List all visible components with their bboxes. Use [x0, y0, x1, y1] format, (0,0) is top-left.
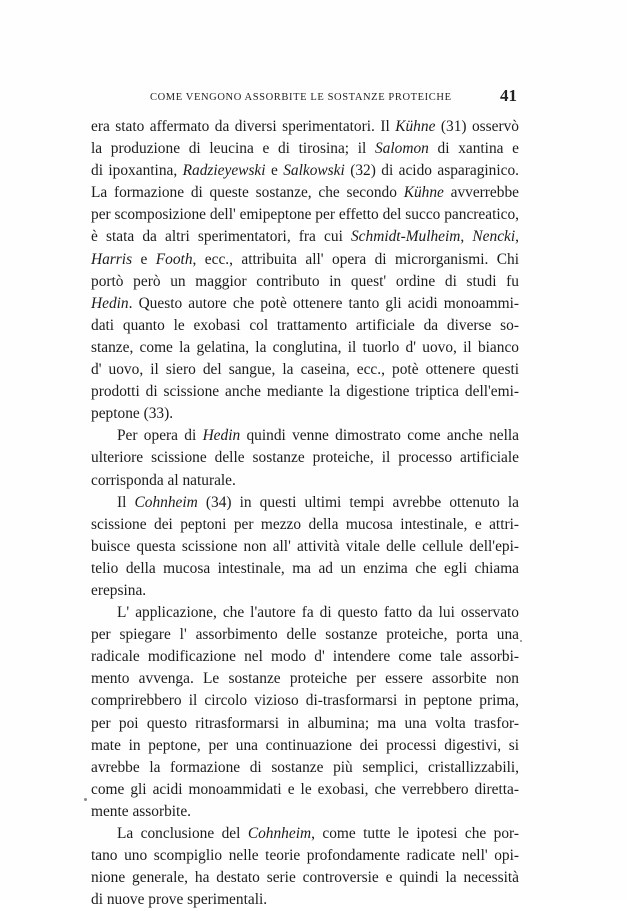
- text-line: radicale modificazione nel modo d' intendere come tale assorbi-: [91, 648, 519, 666]
- text-line: peptone (33).: [91, 405, 174, 423]
- text-line: è stata da altri sperimentatori, fra cui Schmidt-Mulheim, Nencki,: [91, 228, 519, 246]
- text-line: ulteriore scissione delle sostanze proteiche, il processo artificiale: [91, 449, 519, 467]
- text-line: corrisponda al naturale.: [91, 471, 236, 489]
- text-line: La formazione di queste sostanze, che secondo Kühne avverrebbe: [91, 184, 519, 202]
- text-line: mento avvenga. Le sostanze proteiche per essere assorbite non: [91, 670, 519, 688]
- text-line: la produzione di leucina e di tirosina; il Salomon di xantina e: [91, 140, 519, 158]
- text-line: prodotti di scissione anche mediante la digestione triptica dell'emi-: [91, 383, 519, 401]
- text-line: Il Cohnheim (34) in questi ultimi tempi avrebbe ottenuto la: [117, 493, 519, 511]
- text-line: portò però un maggior contributo in quest' ordine di studi fu: [91, 272, 519, 290]
- text-line: buisce questa scissione non all' attività vitale delle cellule dell'epi-: [91, 537, 519, 555]
- text-line: era stato affermato da diversi sperimentatori. Il Kühne (31) osservò: [91, 118, 519, 135]
- text-line: stanze, come la gelatina, la conglutina, il tuorlo d' uovo, il bianco: [91, 338, 519, 356]
- text-line: come gli acidi monoammidati e le exobasi, che verrebbero diretta-: [91, 780, 519, 798]
- running-head: COME VENGONO ASSORBITE LE SOSTANZE PROTEICHE: [150, 92, 452, 103]
- text-line: erepsina.: [91, 581, 147, 599]
- text-line: per spiegare l' assorbimento delle sostanze proteiche, porta una: [91, 626, 519, 644]
- text-line: scissione dei peptoni per mezzo della mucosa intestinale, e attri-: [91, 515, 519, 533]
- text-line: mate in peptone, per una continuazione dei processi digestivi, si: [91, 736, 519, 754]
- text-line: telio della mucosa intestinale, ma ad un enzima che egli chiama: [91, 559, 519, 577]
- text-line: tano uno scompiglio nelle teorie profondamente radicate nell' opi-: [91, 847, 519, 865]
- text-line: dati quanto le exobasi col trattamento artificiale da diverse so-: [91, 316, 519, 334]
- text-line: per poi questo ritrasformarsi in albumina; ma una volta trasfor-: [91, 714, 519, 732]
- text-line: d' uovo, il siero del sangue, la caseina, ecc., potè ottenere questi: [91, 361, 519, 379]
- text-line: Harris e Footh, ecc., attribuita all' opera di microrganismi. Chi: [91, 250, 520, 268]
- text-line: nione generale, ha destato serie controversie e quindi la necessità: [91, 869, 519, 887]
- text-line: mente assorbite.: [91, 802, 192, 820]
- print-speck: [84, 798, 87, 801]
- text-line: Per opera di Hedin quindi venne dimostrato come anche nella: [117, 427, 519, 445]
- text-line: di ipoxantina, Radzieyewski e Salkowski (32) di acido asparaginico.: [91, 162, 520, 180]
- text-line: comprirebbero il circolo vizioso di-trasformarsi in peptone prima,: [91, 692, 519, 710]
- body-text: [91, 116, 519, 911]
- text-line: di nuove prove sperimentali.: [91, 891, 268, 909]
- text-line: L' applicazione, che l'autore fa di questo fatto da lui osservato: [117, 604, 519, 622]
- text-line: per scomposizione dell' emipeptone per effetto del succo pancreatico,: [91, 206, 519, 224]
- text-line: La conclusione del Cohnheim, come tutte le ipotesi che por-: [117, 825, 519, 842]
- page-number: 41: [500, 86, 517, 105]
- print-speck: [520, 640, 522, 642]
- text-line: Hedin. Questo autore che potè ottenere tanto gli acidi monoammi-: [91, 294, 519, 312]
- text-line: avrebbe la formazione di sostanze più semplici, cristallizzabili,: [91, 758, 519, 776]
